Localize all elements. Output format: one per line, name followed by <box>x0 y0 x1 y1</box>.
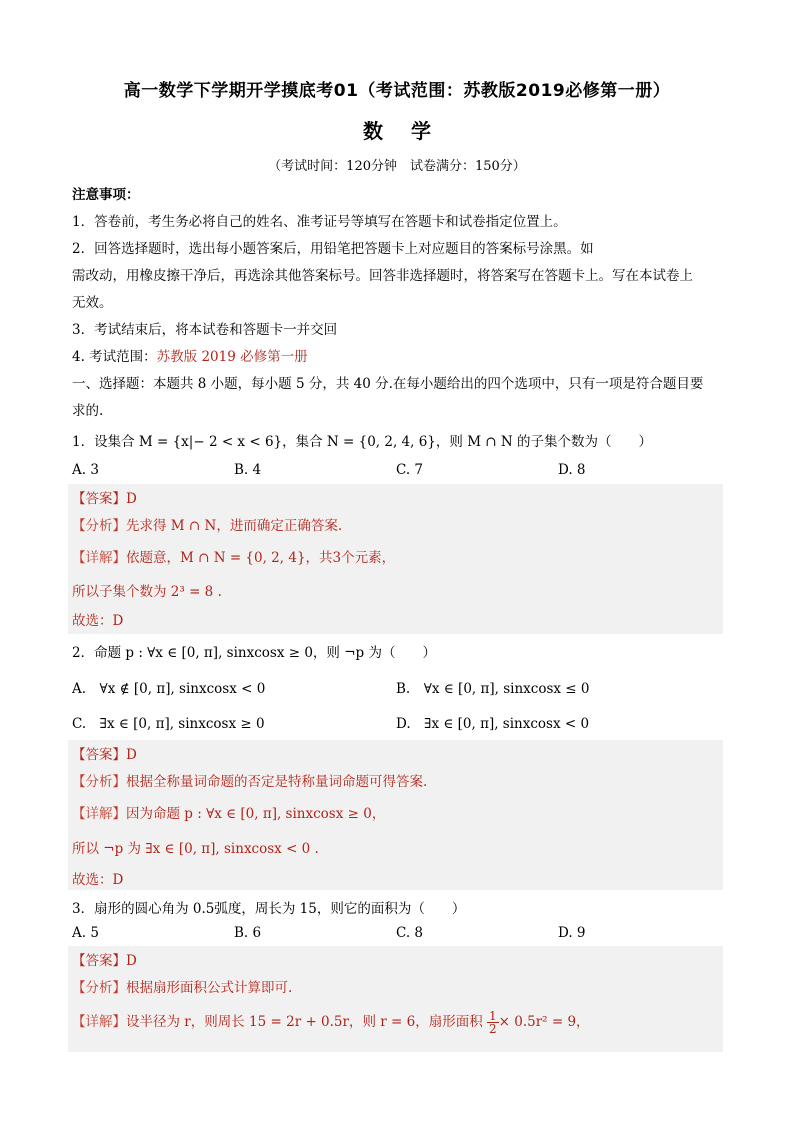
detail: 【详解】依题意，M ∩ N = {0, 2, 4}，共3个元素， <box>72 550 396 566</box>
question-2-solution <box>68 740 723 890</box>
analysis: 【分析】根据扇形面积公式计算即可. <box>72 980 293 996</box>
notice-heading: 注意事项： <box>72 187 140 203</box>
scope-label: 4. 考试范围： <box>72 349 157 365</box>
subject-title: 数学 <box>363 119 459 143</box>
notice-item: 需改动，用橡皮擦干净后，再选涂其他答案标号。回答非选择题时，将答案写在答题卡上。写在本试卷上 <box>72 268 693 284</box>
option-b: B. ∀x ∈ [0, π], sinxcosx ≤ 0 <box>396 681 590 697</box>
choice: 故选：D <box>72 872 124 888</box>
section-instruction: 一、选择题：本题共 8 小题，每小题 5 分，共 40 分.在每小题给出的四个选项中，只有一项是符合题目要 <box>72 376 704 392</box>
option-b: B. 4 <box>234 462 262 478</box>
question-2-stem: 2．命题 p : ∀x ∈ [0, π], sinxcosx ≥ 0，则 ¬p 为（ ） <box>72 645 436 661</box>
option-a: A. ∀x ∉ [0, π], sinxcosx < 0 <box>72 681 266 697</box>
answer: 【答案】D <box>72 747 137 763</box>
fraction: $\frac{1}{2}$ <box>489 1009 497 1036</box>
notice-item: 无效。 <box>72 295 113 311</box>
option-b: B. 6 <box>234 925 262 941</box>
question-1-stem: 1．设集合 M = {x|− 2 < x < 6}，集合 N = {0, 2, 4, 6}，则 M ∩ N 的子集个数为（ ） <box>72 434 653 450</box>
option-d: D. 8 <box>558 462 586 478</box>
answer: 【答案】D <box>72 491 137 507</box>
detail: 【详解】因为命题 p : ∀x ∈ [0, π], sinxcosx ≥ 0， <box>72 806 386 822</box>
section-instruction: 求的. <box>72 403 104 419</box>
notice-item: 2．回答选择题时，选出每小题答案后，用铅笔把答题卡上对应题目的答案标号涂黑。如 <box>72 241 594 257</box>
question-1-solution <box>68 484 723 634</box>
option-d: D. ∃x ∈ [0, π], sinxcosx < 0 <box>396 716 590 732</box>
option-c: C. 8 <box>396 925 424 941</box>
detail-extra: 所以 ¬p 为 ∃x ∈ [0, π], sinxcosx < 0 . <box>72 841 319 857</box>
option-c: C. 7 <box>396 462 424 478</box>
notice-item: 1．答卷前，考生务必将自己的姓名、准考证号等填写在答题卡和试卷指定位置上。 <box>72 214 567 230</box>
scope-value: 苏教版 2019 必修第一册 <box>156 349 308 365</box>
answer: 【答案】D <box>72 953 137 969</box>
option-c: C. ∃x ∈ [0, π], sinxcosx ≥ 0 <box>72 716 265 732</box>
analysis: 【分析】先求得 M ∩ N，进而确定正确答案. <box>72 518 343 534</box>
option-a: A. 5 <box>72 925 99 941</box>
option-d: D. 9 <box>558 925 586 941</box>
choice: 故选：D <box>72 613 124 629</box>
notice-scope <box>72 345 308 365</box>
detail-extra: 所以子集个数为 2³ = 8 . <box>72 584 222 600</box>
option-a: A. 3 <box>72 462 99 478</box>
detail: 【详解】设半径为 r，则周长 15 = 2r + 0.5r，则 r = 6，扇形面积 $\frac{1}{2}$ × 0.5r² = 9， <box>72 1009 590 1036</box>
analysis: 【分析】根据全称量词命题的否定是特称量词命题可得答案. <box>72 774 428 790</box>
notice-item: 3．考试结束后，将本试卷和答题卡一并交回 <box>72 322 338 338</box>
page-title: 高一数学下学期开学摸底考01（考试范围：苏教版2019必修第一册） <box>123 81 671 101</box>
question-3-stem: 3．扇形的圆心角为 0.5弧度，周长为 15，则它的面积为（ ） <box>72 901 466 917</box>
exam-info: （考试时间：120分钟 试卷满分：150分） <box>268 159 526 174</box>
question-3-solution <box>68 946 723 1052</box>
